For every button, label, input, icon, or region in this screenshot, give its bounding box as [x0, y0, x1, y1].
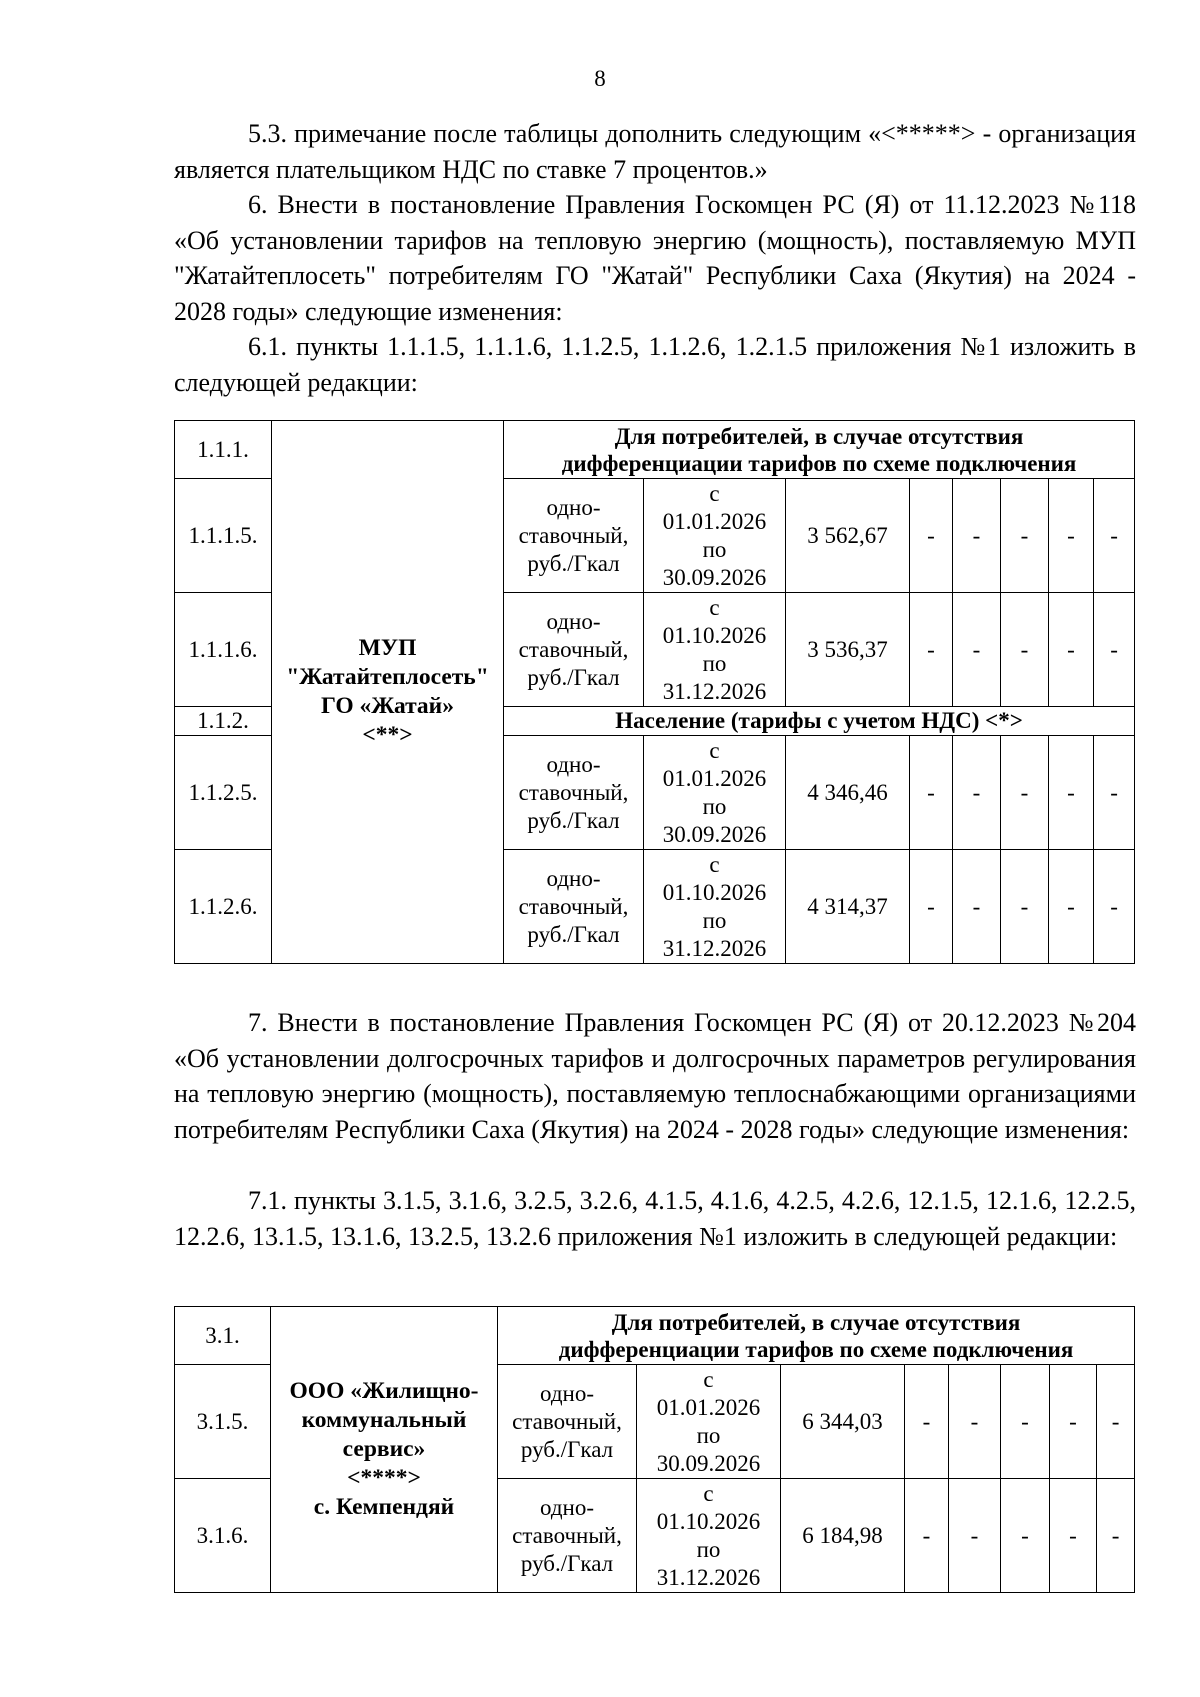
tariff-table-2: [174, 1306, 1135, 1593]
tariff-type: одно- ставочный, руб./Гкал: [504, 850, 644, 964]
tariff-type: одно- ставочный, руб./Гкал: [504, 479, 644, 593]
tariff-value: 4 346,46: [786, 736, 910, 850]
dash-cell: -: [905, 1479, 949, 1593]
group-header: Для потребителей, в случае отсутствия дифференциации тарифов по схеме подключения: [504, 421, 1135, 479]
row-number: 3.1.5.: [175, 1365, 271, 1479]
paragraph-6-1: 6.1. пункты 1.1.1.5, 1.1.1.6, 1.1.2.5, 1.1.2.6, 1.2.1.5 приложения №1 изложить в следующей редакции:: [174, 332, 1136, 397]
period: с 01.10.2026 по 31.12.2026: [644, 593, 786, 707]
period: с 01.10.2026 по 31.12.2026: [637, 1479, 781, 1593]
tariff-value: 4 314,37: [786, 850, 910, 964]
dash-cell: -: [1050, 1479, 1097, 1593]
dash-cell: -: [1001, 736, 1049, 850]
dash-cell: -: [1094, 736, 1135, 850]
row-number: 1.1.2.6.: [175, 850, 272, 964]
row-number: 1.1.1.: [175, 421, 272, 479]
tariff-type: одно- ставочный, руб./Гкал: [504, 736, 644, 850]
dash-cell: -: [1094, 479, 1135, 593]
period: с 01.10.2026 по 31.12.2026: [644, 850, 786, 964]
dash-cell: -: [905, 1365, 949, 1479]
period: с 01.01.2026 по 30.09.2026: [644, 479, 786, 593]
row-number: 1.1.1.5.: [175, 479, 272, 593]
dash-cell: -: [910, 479, 953, 593]
dash-cell: -: [1094, 850, 1135, 964]
dash-cell: -: [1001, 1365, 1050, 1479]
period: с 01.01.2026 по 30.09.2026: [644, 736, 786, 850]
row-number: 1.1.1.6.: [175, 593, 272, 707]
row-number: 3.1.: [175, 1307, 271, 1365]
dash-cell: -: [910, 736, 953, 850]
tariff-value: 6 184,98: [781, 1479, 905, 1593]
dash-cell: -: [953, 736, 1001, 850]
dash-cell: -: [949, 1479, 1001, 1593]
dash-cell: -: [1097, 1479, 1135, 1593]
row-number: 3.1.6.: [175, 1479, 271, 1593]
tariff-type: одно- ставочный, руб./Гкал: [498, 1365, 637, 1479]
tariff-table-1: [174, 420, 1135, 964]
dash-cell: -: [1097, 1365, 1135, 1479]
dash-cell: -: [1049, 593, 1094, 707]
group-header: Население (тарифы с учетом НДС) <*>: [504, 707, 1135, 736]
organization-cell: МУП "Жатайтеплосеть" ГО «Жатай» <**>: [272, 421, 504, 964]
organization-cell: ООО «Жилищно- коммунальный сервис» <****> с. Кемпендяй: [271, 1307, 498, 1593]
tariff-value: 3 536,37: [786, 593, 910, 707]
dash-cell: -: [1001, 479, 1049, 593]
row-number: 1.1.2.: [175, 707, 272, 736]
period: с 01.01.2026 по 30.09.2026: [637, 1365, 781, 1479]
dash-cell: -: [1049, 850, 1094, 964]
paragraph-6: 6. Внести в постановление Правления Госкомцен РС (Я) от 11.12.2023 №118 «Об установлении тарифов на тепловую энергию (мощность), поставляемую МУП "Жатайтеплосеть" потребителям ГО "Жатай" Республики Саха (Якутия) на 2024 - 2028 годы» следующие изменения:: [174, 190, 1136, 326]
dash-cell: -: [910, 593, 953, 707]
tariff-type: одно- ставочный, руб./Гкал: [504, 593, 644, 707]
dash-cell: -: [949, 1365, 1001, 1479]
dash-cell: -: [1049, 736, 1094, 850]
tariff-value: 3 562,67: [786, 479, 910, 593]
paragraph-7: 7. Внести в постановление Правления Госкомцен РС (Я) от 20.12.2023 №204 «Об установлении долгосрочных тарифов и долгосрочных параметров регулирования на тепловую энергию (мощность), поставляемую теплоснабжающими организациями потребителям Республики Саха (Якутия) на 2024 - 2028 годы» следующие изменения:: [174, 1008, 1136, 1144]
dash-cell: -: [953, 593, 1001, 707]
group-header: Для потребителей, в случае отсутствия дифференциации тарифов по схеме подключения: [498, 1307, 1135, 1365]
table-row: [175, 1307, 1135, 1365]
paragraph-5-3: 5.3. примечание после таблицы дополнить следующим «<*****> - организация является плательщиком НДС по ставке 7 процентов.»: [174, 119, 1136, 184]
row-number: 1.1.2.5.: [175, 736, 272, 850]
dash-cell: -: [953, 479, 1001, 593]
dash-cell: -: [910, 850, 953, 964]
paragraph-7-1: 7.1. пункты 3.1.5, 3.1.6, 3.2.5, 3.2.6, 4.1.5, 4.1.6, 4.2.5, 4.2.6, 12.1.5, 12.1.6, 12.2.5, 12.2.6, 13.1.5, 13.1.6, 13.2.5, 13.2.6 приложения №1 изложить в следующей редакции:: [174, 1186, 1136, 1251]
dash-cell: -: [1001, 850, 1049, 964]
dash-cell: -: [1049, 479, 1094, 593]
dash-cell: -: [953, 850, 1001, 964]
dash-cell: -: [1001, 1479, 1050, 1593]
dash-cell: -: [1001, 593, 1049, 707]
tariff-type: одно- ставочный, руб./Гкал: [498, 1479, 637, 1593]
page-number: 8: [594, 66, 606, 91]
dash-cell: -: [1050, 1365, 1097, 1479]
table-row: [175, 421, 1135, 479]
tariff-value: 6 344,03: [781, 1365, 905, 1479]
dash-cell: -: [1094, 593, 1135, 707]
